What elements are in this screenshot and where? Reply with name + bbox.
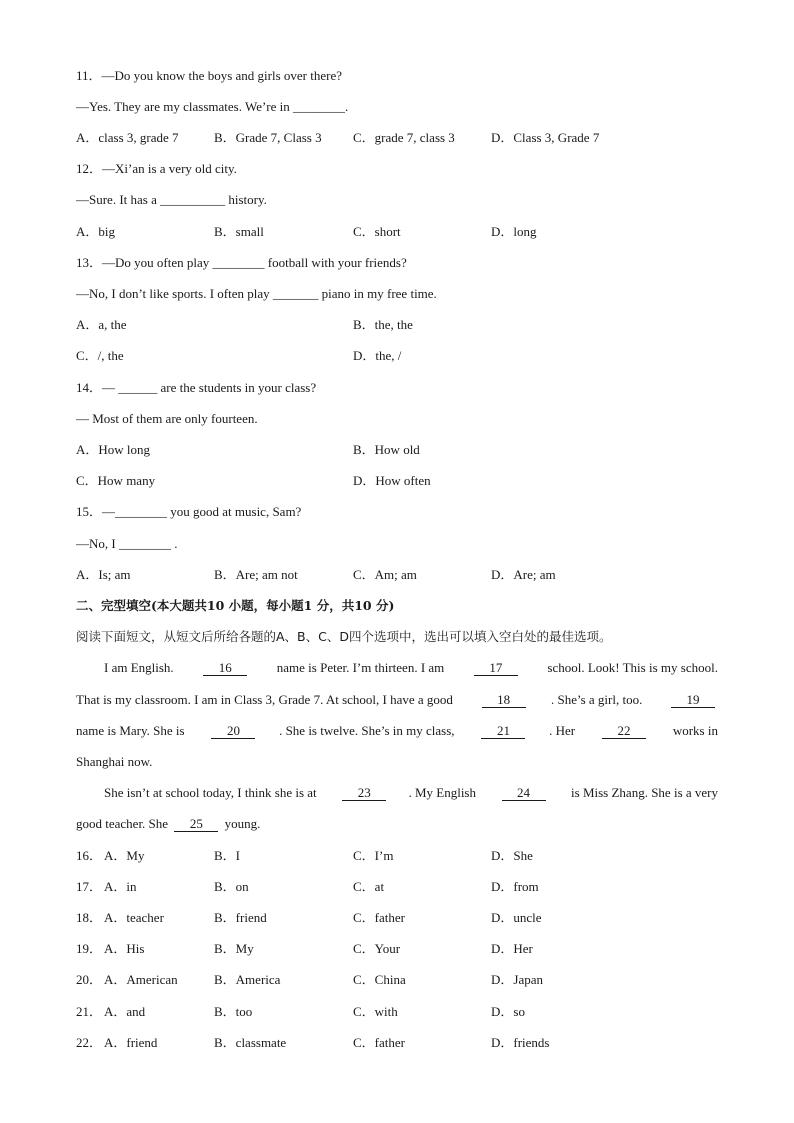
option-a: A．friend bbox=[104, 1035, 158, 1050]
option-a: A．His bbox=[104, 941, 145, 956]
passage-text: is Miss Zhang. She is a very bbox=[567, 785, 718, 800]
option-c: C．/, the bbox=[76, 348, 124, 363]
question-15-line-2: —No, I ________ . bbox=[76, 536, 178, 551]
option-a: A．a, the bbox=[76, 317, 127, 332]
passage-text: Shanghai now. bbox=[76, 754, 153, 769]
section-2-instruction: 阅读下面短文，从短文后所给各题的A、B、C、D四个选项中，选出可以填入空白处的最佳选项。 bbox=[76, 629, 612, 644]
option-d: D．She bbox=[491, 848, 533, 863]
option-a: A．How long bbox=[76, 442, 151, 457]
option-b: B．small bbox=[214, 224, 264, 239]
cloze-17-number: 17． bbox=[76, 879, 103, 894]
option-b: B．Are; am not bbox=[214, 567, 298, 582]
passage-text: name is Mary. She is bbox=[76, 723, 188, 738]
option-a: A．Is; am bbox=[76, 567, 131, 582]
passage-text: . She’s a girl, too. bbox=[550, 692, 646, 707]
option-a: A．My bbox=[104, 848, 145, 863]
option-d: D．from bbox=[491, 879, 539, 894]
question-13-line-2: —No, I don’t like sports. I often play _______ piano in my free time. bbox=[76, 286, 437, 301]
option-c: C．I’m bbox=[353, 848, 394, 863]
question-number: 12． bbox=[76, 161, 103, 176]
question-15-prompt bbox=[76, 504, 301, 520]
option-b: B．I bbox=[214, 848, 241, 863]
blank-18: 18 bbox=[482, 693, 526, 708]
option-d: D．Are; am bbox=[491, 567, 556, 582]
option-b: B．the, the bbox=[353, 317, 413, 332]
option-d: D．friends bbox=[491, 1035, 550, 1050]
question-line: —Do you often play ________ football with your friends? bbox=[102, 255, 407, 270]
passage-text: school. Look! This is my school. bbox=[544, 660, 718, 675]
passage-p2-line-2 bbox=[76, 816, 718, 832]
option-a: A．American bbox=[104, 972, 178, 987]
option-c: C．How many bbox=[76, 473, 156, 488]
passage-p1-line-3 bbox=[76, 723, 718, 739]
section-2-title: 二、完型填空(本大题共10 小题，每小题1 分，共10 分) bbox=[76, 598, 395, 613]
question-11-line-2: —Yes. They are my classmates. We’re in ________. bbox=[76, 99, 349, 114]
blank-20: 20 bbox=[211, 724, 255, 739]
option-b: B．friend bbox=[214, 910, 267, 925]
question-number: 13． bbox=[76, 255, 103, 270]
blank-22: 22 bbox=[602, 724, 646, 739]
passage-text: name is Peter. I’m thirteen. I am bbox=[273, 660, 448, 675]
cloze-19-number: 19． bbox=[76, 941, 103, 956]
blank-21: 21 bbox=[481, 724, 525, 739]
option-c: C．father bbox=[353, 1035, 405, 1050]
option-a: A．teacher bbox=[104, 910, 164, 925]
question-12-line-2: —Sure. It has a __________ history. bbox=[76, 192, 267, 207]
blank-23: 23 bbox=[342, 786, 386, 801]
blank-16: 16 bbox=[203, 661, 247, 676]
option-a: A．and bbox=[104, 1004, 146, 1019]
option-a: A．in bbox=[104, 879, 137, 894]
passage-p1-line-2 bbox=[76, 692, 718, 708]
option-c: C．grade 7, class 3 bbox=[353, 130, 455, 145]
option-c: C．at bbox=[353, 879, 385, 894]
question-13-prompt bbox=[76, 255, 407, 271]
question-line: —________ you good at music, Sam? bbox=[102, 504, 302, 519]
option-d: D．so bbox=[491, 1004, 525, 1019]
cloze-18-number: 18． bbox=[76, 910, 103, 925]
blank-19: 19 bbox=[671, 693, 715, 708]
option-d: D．long bbox=[491, 224, 537, 239]
question-11-prompt bbox=[76, 68, 342, 84]
option-b: B．How old bbox=[353, 442, 420, 457]
option-a: A．class 3, grade 7 bbox=[76, 130, 179, 145]
question-12-prompt bbox=[76, 161, 237, 177]
option-d: D．Japan bbox=[491, 972, 543, 987]
option-c: C．Your bbox=[353, 941, 401, 956]
option-b: B．on bbox=[214, 879, 249, 894]
passage-p1-line-1 bbox=[76, 660, 718, 676]
blank-24: 24 bbox=[502, 786, 546, 801]
cloze-21-number: 21． bbox=[76, 1004, 103, 1019]
option-a: A．big bbox=[76, 224, 116, 239]
passage-p1-line-4 bbox=[76, 754, 718, 770]
option-d: D．How often bbox=[353, 473, 431, 488]
option-c: C．China bbox=[353, 972, 406, 987]
blank-25: 25 bbox=[174, 817, 218, 832]
question-line: — ______ are the students in your class? bbox=[102, 380, 317, 395]
option-d: D．uncle bbox=[491, 910, 542, 925]
question-line: —Do you know the boys and girls over there? bbox=[101, 68, 342, 83]
option-b: B．too bbox=[214, 1004, 253, 1019]
cloze-22-number: 22． bbox=[76, 1035, 103, 1050]
question-number: 11． bbox=[76, 68, 102, 83]
passage-text: . Her bbox=[549, 723, 579, 738]
passage-text: I am English. bbox=[104, 660, 177, 675]
option-d: D．the, / bbox=[353, 348, 402, 363]
passage-text: works in bbox=[669, 723, 718, 738]
option-d: D．Class 3, Grade 7 bbox=[491, 130, 600, 145]
question-number: 14． bbox=[76, 380, 103, 395]
option-c: C．father bbox=[353, 910, 405, 925]
option-b: B．Grade 7, Class 3 bbox=[214, 130, 322, 145]
passage-text: She isn’t at school today, I think she is at bbox=[104, 785, 320, 800]
question-line: —Xi’an is a very old city. bbox=[102, 161, 237, 176]
question-14-prompt bbox=[76, 380, 316, 396]
option-b: B．My bbox=[214, 941, 254, 956]
passage-text: young. bbox=[221, 816, 261, 831]
option-d: D．Her bbox=[491, 941, 533, 956]
passage-p2-line-1 bbox=[76, 785, 718, 801]
question-number: 15． bbox=[76, 504, 103, 519]
blank-17: 17 bbox=[474, 661, 518, 676]
option-c: C．with bbox=[353, 1004, 398, 1019]
passage-text: That is my classroom. I am in Class 3, Grade 7. At school, I have a good bbox=[76, 692, 457, 707]
passage-text: good teacher. She bbox=[76, 816, 172, 831]
option-c: C．Am; am bbox=[353, 567, 417, 582]
option-b: B．America bbox=[214, 972, 281, 987]
passage-text: . My English bbox=[408, 785, 480, 800]
cloze-20-number: 20． bbox=[76, 972, 103, 987]
question-14-line-2: — Most of them are only fourteen. bbox=[76, 411, 258, 426]
cloze-16-number: 16． bbox=[76, 848, 103, 863]
option-b: B．classmate bbox=[214, 1035, 287, 1050]
option-c: C．short bbox=[353, 224, 401, 239]
passage-text: . She is twelve. She’s in my class, bbox=[279, 723, 458, 738]
